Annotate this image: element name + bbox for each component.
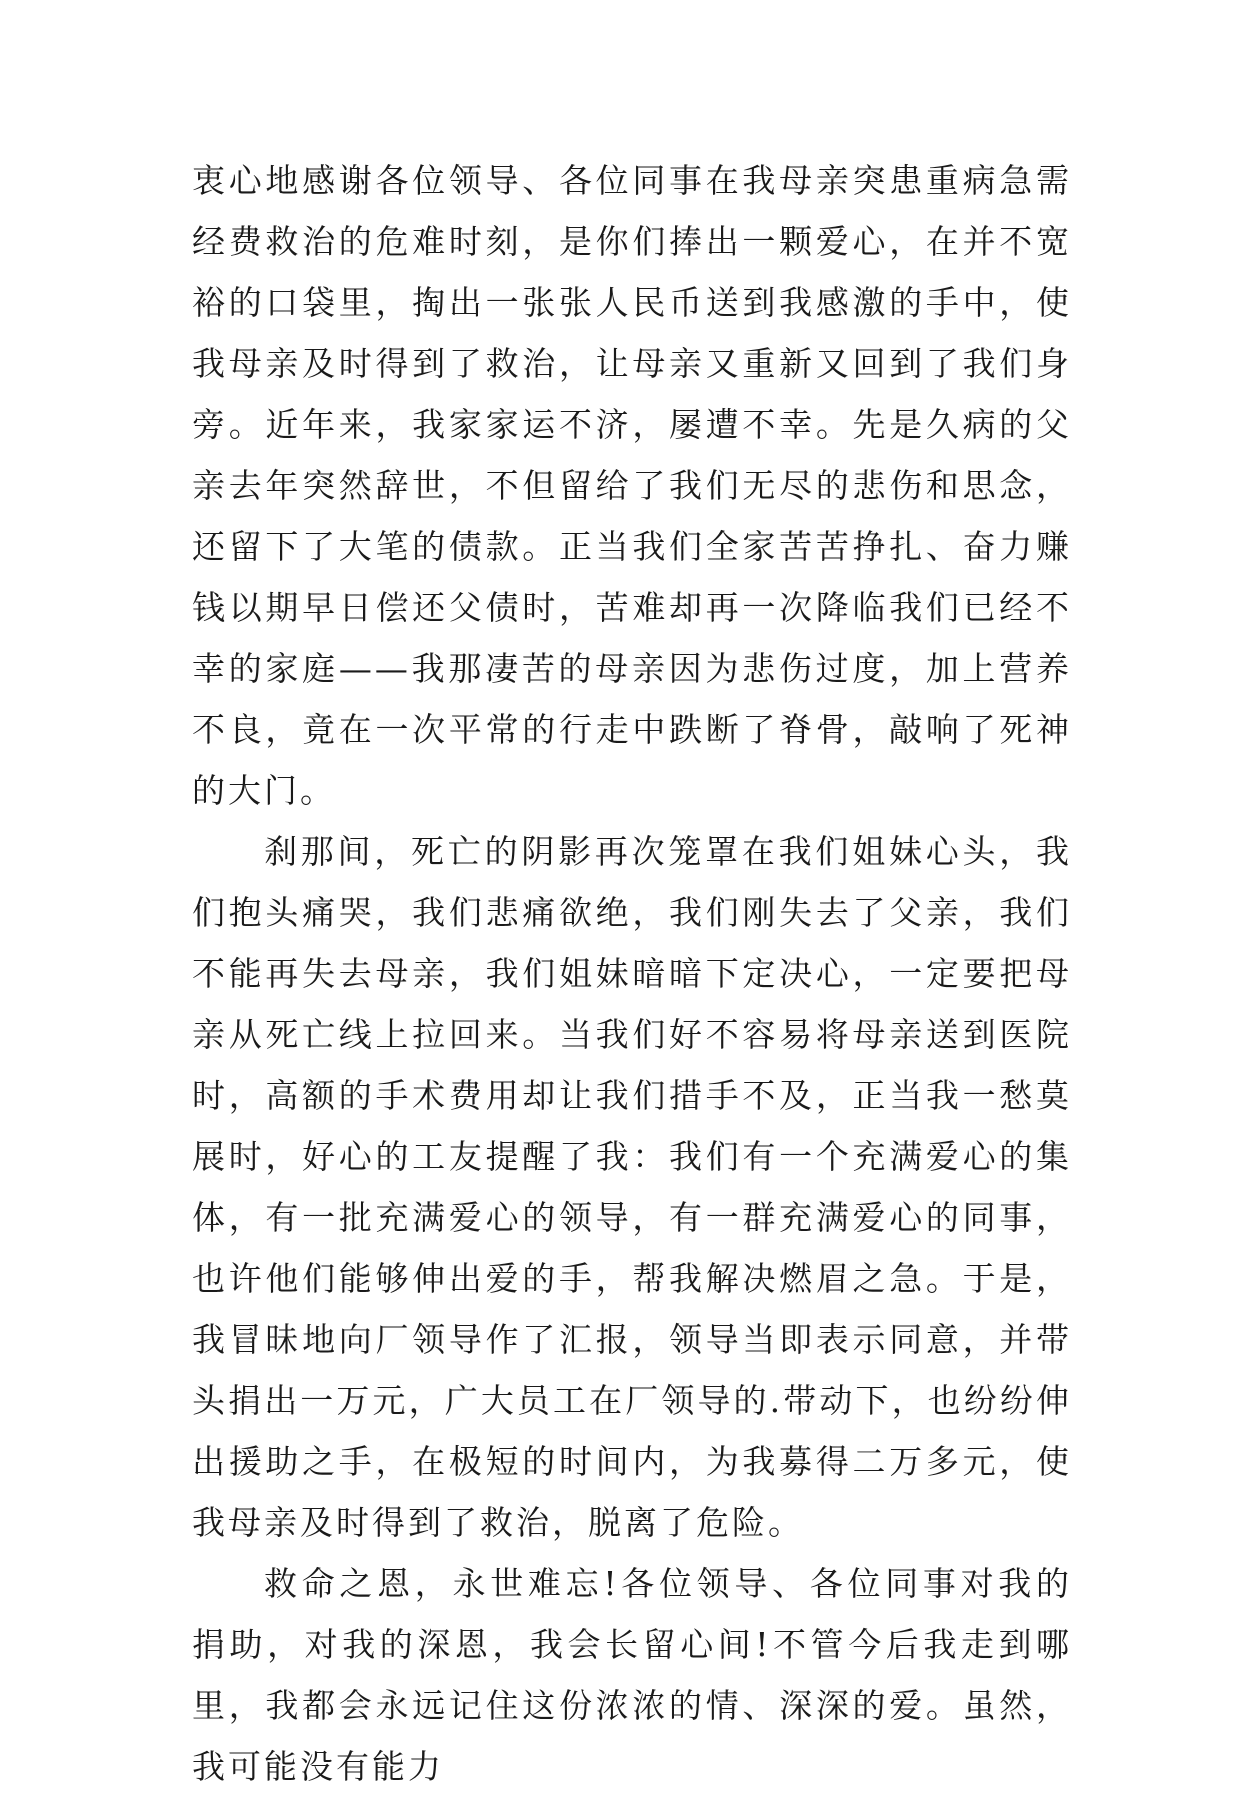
letter-body	[192, 150, 1072, 1797]
paragraph-2: 刹那间，死亡的阴影再次笼罩在我们姐妹心头，我们抱头痛哭，我们悲痛欲绝，我们刚失去了父亲，我们不能再失去母亲，我们姐妹暗暗下定决心，一定要把母亲从死亡线上拉回来。当我们好不容易将母亲送到医院时，高额的手术费用却让我们措手不及，正当我一愁莫展时，好心的工友提醒了我：我们有一个充满爱心的集体，有一批充满爱心的领导，有一群充满爱心的同事，也许他们能够伸出爱的手，帮我解决燃眉之急。于是，我冒昧地向厂领导作了汇报，领导当即表示同意，并带头捐出一万元，广大员工在厂领导的.带动下，也纷纷伸出援助之手，在极短的时间内，为我募得二万多元，使我母亲及时得到了救治，脱离了危险。	[192, 832, 1072, 1542]
paragraph-3: 救命之恩，永世难忘!各位领导、各位同事对我的捐助，对我的深恩，我会长留心间!不管今后我走到哪里，我都会永远记住这份浓浓的情、深深的爱。虽然，我可能没有能力	[192, 1564, 1072, 1786]
paragraph-1: 衷心地感谢各位领导、各位同事在我母亲突患重病急需经费救治的危难时刻，是你们捧出一颗爱心，在并不宽裕的口袋里，掏出一张张人民币送到我感激的手中，使我母亲及时得到了救治，让母亲又重新又回到了我们身旁。近年来，我家家运不济，屡遭不幸。先是久病的父亲去年突然辞世，不但留给了我们无尽的悲伤和思念，还留下了大笔的债款。正当我们全家苦苦挣扎、奋力赚钱以期早日偿还父债时，苦难却再一次降临我们已经不幸的家庭——我那凄苦的母亲因为悲伤过度，加上营养不良，竟在一次平常的行走中跌断了脊骨，敲响了死神的大门。	[192, 161, 1072, 810]
